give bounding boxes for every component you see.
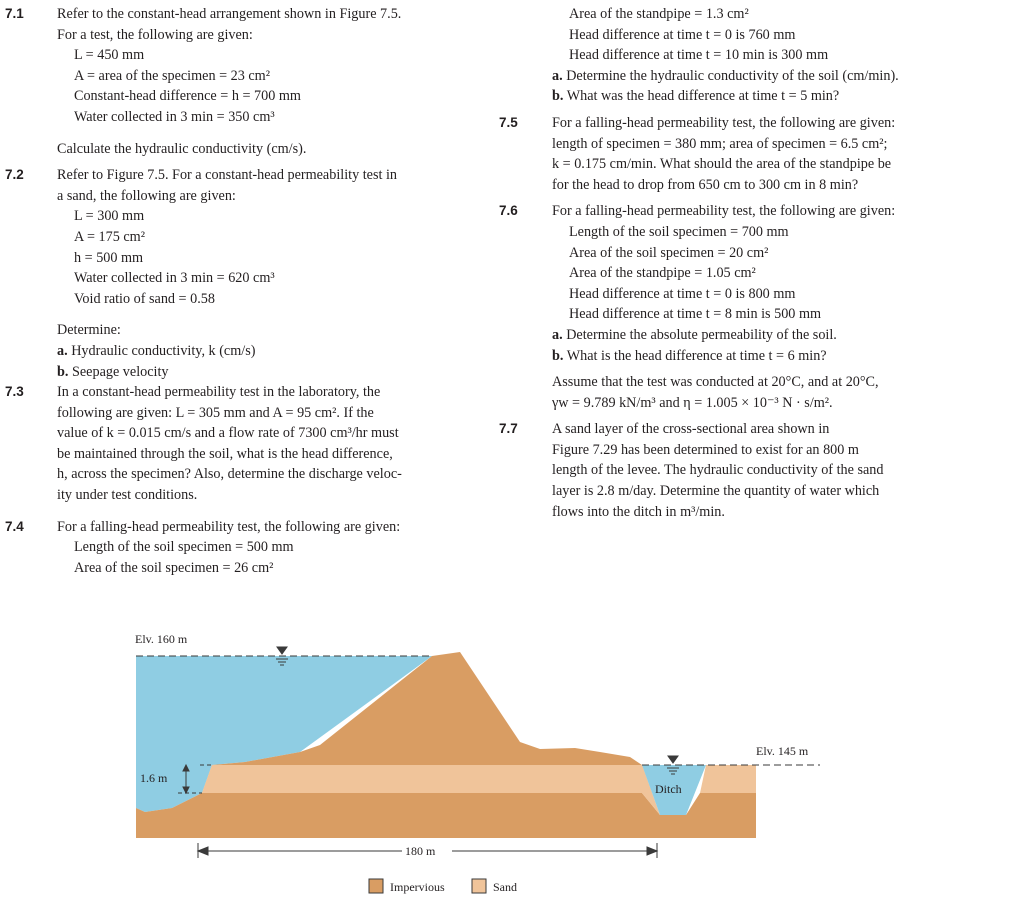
part-a-label: a. [552,67,563,84]
legend-sand-swatch [472,879,486,893]
problem-text: For a falling-head permeability test, the following are given: [552,114,896,131]
given-value: A = area of the specimen = 23 cm² [74,67,270,84]
given-value: Water collected in 3 min = 350 cm³ [74,108,275,125]
given-value: Head difference at time t = 10 min is 300 mm [569,47,829,64]
problem-text: For a falling-head permeability test, the following are given: [57,518,401,535]
given-value: h = 500 mm [74,249,144,266]
sand-layer-main [202,765,652,793]
problem-text: Refer to the constant-head arrangement shown in Figure 7.5. [57,6,402,22]
part-b-text: What was the head difference at time t = 5 min? [566,88,840,105]
distance-label: 180 m [405,844,436,858]
given-value: Area of the standpipe = 1.3 cm² [569,6,749,22]
part-b-label: b. [552,347,564,364]
elevation-right-label: Elv. 145 m [756,744,809,758]
problem-text: length of specimen = 380 mm; area of specimen = 6.5 cm²; [552,135,888,152]
given-value: Water collected in 3 min = 620 cm³ [74,270,275,287]
problem-text: layer is 2.8 m/day. Determine the quantity of water which [552,483,880,500]
problem-text: h, across the specimen? Also, determine the discharge veloc- [57,466,402,483]
determine-label: Determine: [57,322,121,339]
given-value: Area of the soil specimen = 20 cm² [569,244,769,261]
ditch-label: Ditch [655,782,682,796]
thickness-label: 1.6 m [140,771,168,785]
problem-text: be maintained through the soil, what is the head difference, [57,445,393,462]
problem-text: k = 0.175 cm/min. What should the area of the standpipe be [552,156,892,173]
problem-text: Refer to Figure 7.5. For a constant-head permeability test in [57,167,398,184]
part-a-text: Determine the hydraulic conductivity of the soil (cm/min). [566,67,899,84]
legend-impervious-swatch [369,879,383,893]
problem-text: For a falling-head permeability test, the following are given: [552,203,896,220]
problem-text: ity under test conditions. [57,487,198,504]
problem-question: Calculate the hydraulic conductivity (cm/s). [57,140,307,157]
legend-impervious-label: Impervious [390,880,445,894]
given-value: L = 300 mm [74,208,145,225]
problem-number: 7.6 [499,203,518,219]
elevation-left-label: Elv. 160 m [135,632,188,646]
given-value: L = 450 mm [74,47,145,64]
problem-text: for the head to drop from 650 cm to 300 cm in 8 min? [552,176,859,193]
problem-number: 7.1 [5,6,24,21]
problem-text: For a test, the following are given: [57,26,253,43]
given-value: Length of the soil specimen = 500 mm [74,539,294,556]
given-value: Area of the soil specimen = 26 cm² [74,559,274,576]
given-value: Head difference at time t = 8 min is 500 mm [569,306,822,323]
problem-text: length of the levee. The hydraulic conductivity of the sand [552,462,884,479]
problem-text: value of k = 0.015 cm/s and a flow rate of 7300 cm³/hr must [57,425,399,442]
part-a-text: Determine the absolute permeability of the soil. [566,326,837,343]
problem-text: flows into the ditch in m³/min. [552,503,725,520]
problem-text: γw = 9.789 kN/m³ and η = 1.005 × 10⁻³ N · s/m². [552,394,833,411]
problem-text: A sand layer of the cross-sectional area shown in [552,421,830,438]
given-value: Void ratio of sand = 0.58 [74,290,215,307]
problem-text: Figure 7.29 has been determined to exist for an 800 m [552,441,859,458]
part-b-label: b. [57,363,69,380]
given-value: Head difference at time t = 0 is 800 mm [569,285,796,302]
problem-text: a sand, the following are given: [57,187,236,204]
problem-number: 7.3 [5,384,24,400]
legend-sand-label: Sand [493,880,517,894]
given-value: Head difference at time t = 0 is 760 mm [569,26,796,43]
given-value: Length of the soil specimen = 700 mm [569,223,789,240]
problem-text: Assume that the test was conducted at 20°C, and at 20°C, [552,374,879,391]
problem-number: 7.2 [5,167,24,183]
problem-text: In a constant-head permeability test in the laboratory, the [57,384,381,401]
problem-number: 7.4 [5,518,24,534]
given-value: Area of the standpipe = 1.05 cm² [569,265,756,282]
given-value: A = 175 cm² [74,228,145,245]
problem-number: 7.5 [499,114,518,130]
given-value: Constant-head difference = h = 700 mm [74,88,301,105]
part-a-label: a. [552,326,563,343]
part-b-text: Seepage velocity [71,363,169,380]
problem-number: 7.7 [499,421,518,437]
part-a-label: a. [57,342,68,359]
problem-text: following are given: L = 305 mm and A = 95 cm². If the [57,404,374,421]
part-b-label: b. [552,88,564,105]
part-a-text: Hydraulic conductivity, k (cm/s) [71,342,256,359]
part-b-text: What is the head difference at time t = 6 min? [566,347,827,364]
